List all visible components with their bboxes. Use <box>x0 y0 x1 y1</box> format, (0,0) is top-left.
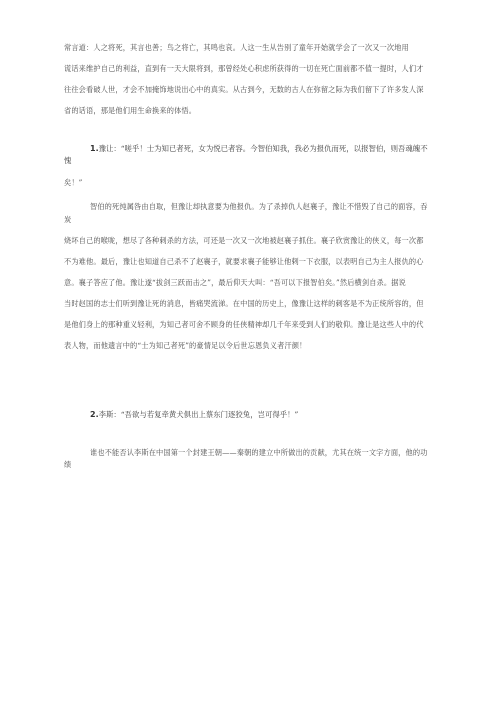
document-page <box>64 42 432 472</box>
section-1-paragraph-line-5: 当时赵国的志士们听到豫让死的消息，皆痛哭流涕。在中国的历史上，像豫让这样的刺客是不为正统所容的，但 <box>64 299 424 309</box>
section-1-paragraph-line-7: 表人物，而他遗言中的“士为知己者死”的豪情足以令后世忘恩负义者汗颜！ <box>64 341 307 351</box>
intro-paragraph-line-1: 常言道：人之将死，其言也善；鸟之将亡，其鸣也哀。人这一生从告别了童年开始就学会了一次又一次地用 <box>64 43 409 52</box>
intro-paragraph-line-3: 往往会看破人世，才会不加掩饰地说出心中的真实。从古到今，无数的古人在弥留之际为我们留下了许多发人深 <box>64 85 424 95</box>
section-1-paragraph-line-2: 烧坏自己的喉咙，想尽了各种刺杀的方法，可还是一次又一次地被赵襄子抓住。襄子欣赏豫让的侠义，每一次都 <box>64 235 424 245</box>
section-1-quote: 豫让：“嗟乎！士为知已者死，女为悦已者容。今智伯知我，我必为报仇而死，以报智伯，则吾魂魄不愧 <box>64 143 428 166</box>
section-1-paragraph-line-6: 是他们身上的那种重义轻利，为知己者可舍不顾身的任侠精神却几千年来受到人们的敬仰。豫让是这些人中的代 <box>64 320 424 330</box>
section-2-number: 2. <box>90 409 99 419</box>
section-1-heading <box>64 143 432 168</box>
section-1-quote-end: 矣！” <box>64 177 83 187</box>
section-1-paragraph-line-3: 不为难他。最后，豫让也知道自己杀不了赵襄子，就要求襄子能够让他剌一下衣服，以表明自己为主人报仇的心 <box>64 256 424 266</box>
section-1-number: 1. <box>90 143 99 153</box>
section-2-paragraph-line-1: 谁也不能否认李斯在中国第一个封建王朝——秦朝的建立中所做出的贡献，尤其在统一文字方面，他的功绩 <box>64 447 428 470</box>
intro-paragraph-line-4: 省的话语，那是他们用生命换来的体悟。 <box>64 106 197 116</box>
section-1-paragraph-line-4: 意。襄子答应了他。豫让遂“拔剑三跃而击之”，最后仰天大叫：“吾可以下报智伯矣。”然后横剑自杀。据说 <box>64 278 406 288</box>
section-2-heading <box>64 409 432 422</box>
section-2-quote: 李斯：“吾欲与若复牵黄犬俱出上蔡东门逐狡兔，岂可得乎！” <box>98 409 299 419</box>
intro-paragraph-line-2: 谎话来维护自己的利益，直到有一天大限将到，那曾经处心积虑所获得的一切在死亡面前都不值一提时，人们才 <box>64 64 424 74</box>
section-1-paragraph-line-1: 智伯的死纯属咎由自取，但豫让却执意要为他报仇。为了杀掉仇人赵襄子，豫让不惜毁了自己的面容，吞炭 <box>64 202 428 224</box>
